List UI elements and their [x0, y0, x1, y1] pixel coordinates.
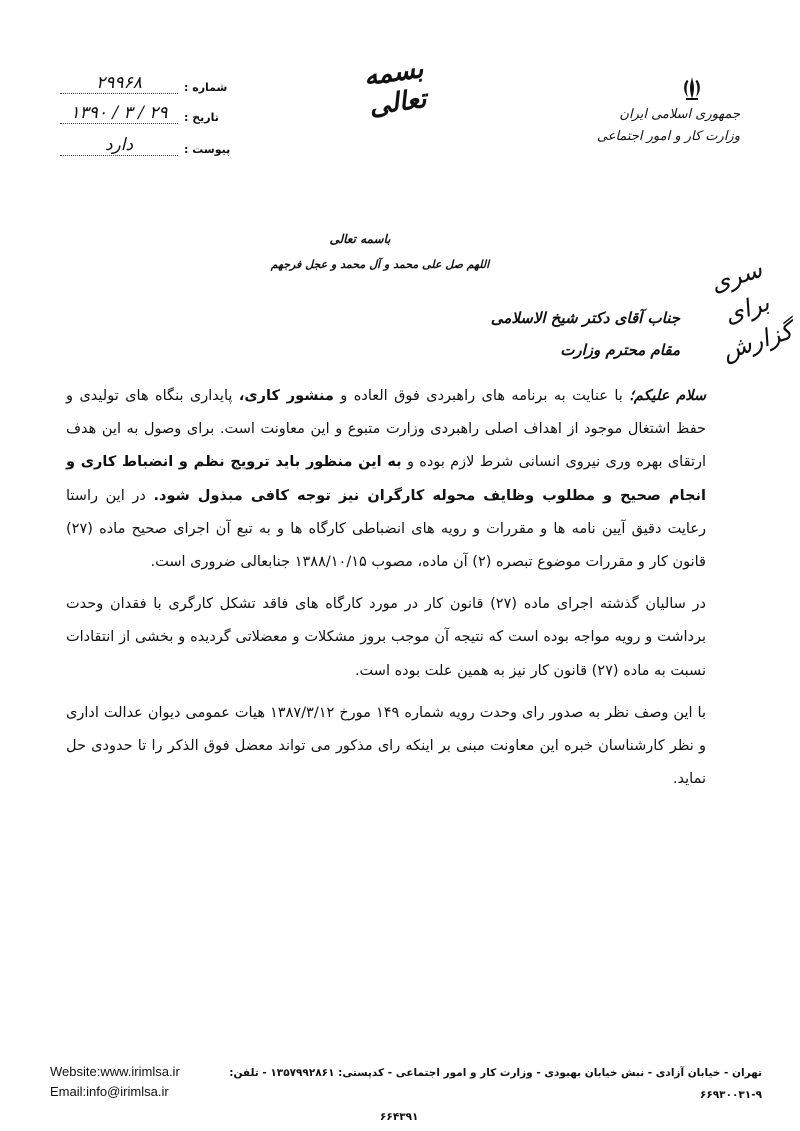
- footer-address-line: تهران - خیابان آزادی - نبش خیابان بهبودی - وزارت کار و امور اجتماعی - کدپستی: ۱۳۵۷۹۹۲۸۶۱ - تلفن: ۹-۶۶۹۳۰۰۳۱: [229, 1067, 762, 1101]
- body-paragraph-2: در سالیان گذشته اجرای ماده (۲۷) قانون کار در مورد کارگاه های فاقد تشکل کارگری با فقدان وحدت برداشت و رویه مواجه بوده است که نتیجه آن موجب بروز مشکلات و معضلاتی گردیده و بخشی از انتقادات نسبت به ماده (۲۷) قانون کار نیز به همین علت بوده است.: [66, 596, 707, 679]
- handwritten-line-1: سری: [707, 255, 766, 298]
- footer-address: [202, 1062, 762, 1128]
- calligraphy-heading: بسمه تعالی: [362, 54, 429, 122]
- letter-number-value: ۲۹۹۶۸: [60, 73, 178, 94]
- addressee-title: مقام محترم وزارت: [560, 341, 680, 359]
- body-paragraph-3: با این وصف نظر به صدور رای وحدت رویه شماره ۱۴۹ مورخ ۱۳۸۷/۳/۱۲ هیات عمومی دیوان عدالت اداری و نظر کارشناسان خبره این معاونت مبنی بر اینکه رای مذکور می تواند معضل فوق الذکر را تا حدودی حل نماید.: [66, 704, 706, 788]
- email-link[interactable]: Email:info@irimlsa.ir: [50, 1084, 169, 1099]
- handwritten-line-2: برای گزارش: [718, 288, 797, 366]
- emphasis-discipline: به این منظور باید ترویج نظم و انضباط کاری و انجام صحیح و مطلوب وظایف محوله کارگران نیز توجه کافی مبذول شود.: [66, 454, 706, 504]
- attachment-label: پیوست :: [184, 143, 231, 156]
- letter-date-value: ۱۳۹۰ / ۳ / ۲۹: [60, 103, 178, 124]
- attachment-value: دارد: [60, 135, 178, 156]
- body-paragraph-1: [66, 380, 706, 579]
- ministry-name: وزارت کار و امور اجتماعی: [596, 129, 740, 144]
- body-text-segment: پایداری بنگاه های تولیدی و حفظ اشتغال موجود از اهداف اصلی راهبردی وزارت متبوع و این معاونت است. برای وصول به این هدف ارتقای بهره وری نیروی انسانی شرط لازم بوده و: [66, 388, 707, 471]
- greeting: سلام علیکم؛: [629, 388, 706, 404]
- body-text-segment: با عنایت به برنامه های راهبردی فوق العاده و: [333, 388, 630, 404]
- emphasis-charter: منشور کاری،: [238, 388, 334, 404]
- country-name: جمهوری اسلامی ایران: [619, 107, 740, 122]
- letter-date-row: [50, 100, 250, 126]
- handwritten-margin-note: [688, 246, 800, 366]
- body-text-segment: در این راستا رعایت دقیق آیین نامه ها و مقررات و رویه های انضباطی کارگاه ها و به تبع آن اجرای صحیح ماده (۲۷) قانون کار و مقررات موضوع تبصره (۲) آن ماده، مصوب ۱۳۸۸/۱۰/۱۵ جنابعالی ضروری است.: [66, 487, 706, 571]
- footer-contacts: [50, 1062, 180, 1102]
- addressee-block: [491, 302, 680, 366]
- website-link[interactable]: Website:www.irimlsa.ir: [50, 1064, 180, 1079]
- letter-number-label: شماره :: [184, 81, 228, 94]
- addressee-name: جناب آقای دکتر شیخ الاسلامی: [490, 309, 680, 327]
- letter-number-row: [50, 70, 250, 96]
- bismillah-line: باسمه تعالی: [329, 232, 391, 246]
- attachment-row: [50, 132, 250, 158]
- letter-body: [66, 380, 706, 805]
- letter-date-label: تاریخ :: [184, 111, 219, 124]
- iran-emblem-icon: [678, 74, 706, 102]
- ministry-block: [597, 104, 740, 148]
- footer-fax-line: ۶۶۴۳۹۱: [380, 1111, 419, 1123]
- salawat-line: اللهم صل علی محمد و آل محمد و عجل فرجهم: [270, 258, 490, 271]
